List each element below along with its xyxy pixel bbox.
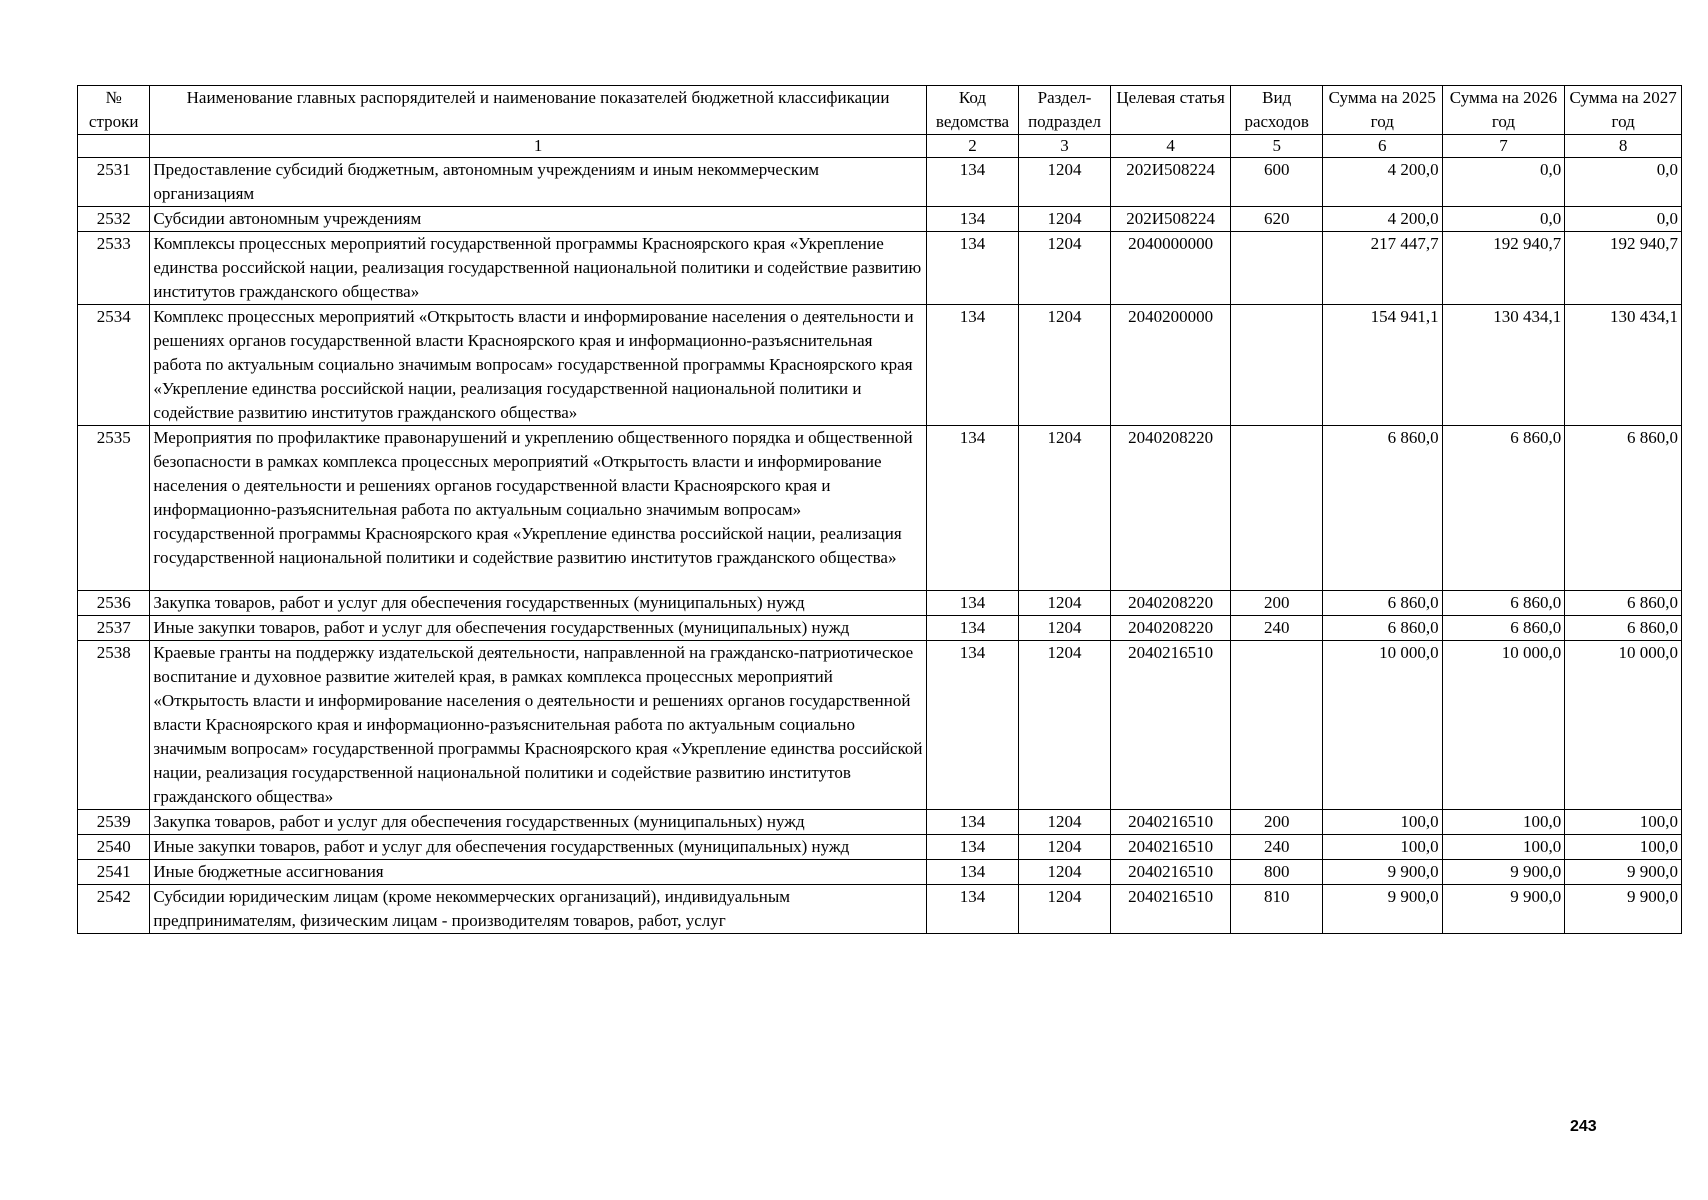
row-number: 2540 — [78, 835, 150, 860]
target-item: 2040000000 — [1110, 232, 1231, 305]
table-row — [78, 207, 1682, 232]
row-number: 2539 — [78, 810, 150, 835]
expense-type: 200 — [1231, 810, 1323, 835]
table-row — [78, 835, 1682, 860]
sum-2025: 6 860,0 — [1322, 591, 1442, 616]
sum-2025: 154 941,1 — [1322, 305, 1442, 426]
column-number: 1 — [150, 135, 926, 158]
sum-2026: 130 434,1 — [1442, 305, 1565, 426]
target-item: 2040208220 — [1110, 426, 1231, 591]
header-sum-2026: Сумма на 2026 год — [1442, 86, 1565, 135]
sum-2025: 100,0 — [1322, 810, 1442, 835]
expense-type: 240 — [1231, 616, 1323, 641]
expense-type: 800 — [1231, 860, 1323, 885]
row-name: Субсидии автономным учреждениям — [150, 207, 926, 232]
row-number: 2542 — [78, 885, 150, 934]
sum-2027: 100,0 — [1565, 810, 1682, 835]
target-item: 202И508224 — [1110, 158, 1231, 207]
column-number: 6 — [1322, 135, 1442, 158]
column-number-row — [78, 135, 1682, 158]
header-expense-type: Вид расходов — [1231, 86, 1323, 135]
expense-type: 600 — [1231, 158, 1323, 207]
sum-2025: 4 200,0 — [1322, 207, 1442, 232]
sum-2026: 6 860,0 — [1442, 591, 1565, 616]
sum-2026: 0,0 — [1442, 207, 1565, 232]
target-item: 202И508224 — [1110, 207, 1231, 232]
sum-2027: 10 000,0 — [1565, 641, 1682, 810]
header-row-number: № строки — [78, 86, 150, 135]
sum-2026: 192 940,7 — [1442, 232, 1565, 305]
table-body — [78, 158, 1682, 934]
table-row — [78, 305, 1682, 426]
sum-2027: 6 860,0 — [1565, 426, 1682, 591]
sum-2025: 4 200,0 — [1322, 158, 1442, 207]
section-code: 1204 — [1019, 158, 1111, 207]
target-item: 2040216510 — [1110, 860, 1231, 885]
department-code: 134 — [926, 835, 1019, 860]
sum-2027: 6 860,0 — [1565, 591, 1682, 616]
column-number: 3 — [1019, 135, 1111, 158]
table-row — [78, 426, 1682, 591]
section-code: 1204 — [1019, 305, 1111, 426]
section-code: 1204 — [1019, 591, 1111, 616]
section-code: 1204 — [1019, 207, 1111, 232]
header-row — [78, 86, 1682, 135]
target-item: 2040216510 — [1110, 835, 1231, 860]
row-name: Комплекс процессных мероприятий «Открытость власти и информирование населения о деятельности и решениях органов государственной власти Красноярского края и информационно-разъяснительная работа по актуальным социально значимым вопросам» государственной программы Красноярского края «Укрепление единства российской нации, реализация государственной национальной политики и содействие развитию институтов гражданского общества» — [150, 305, 926, 426]
header-section: Раздел-подраздел — [1019, 86, 1111, 135]
sum-2027: 6 860,0 — [1565, 616, 1682, 641]
column-number: 7 — [1442, 135, 1565, 158]
expense-type: 200 — [1231, 591, 1323, 616]
table-row — [78, 616, 1682, 641]
department-code: 134 — [926, 426, 1019, 591]
target-item: 2040208220 — [1110, 591, 1231, 616]
sum-2025: 9 900,0 — [1322, 860, 1442, 885]
department-code: 134 — [926, 860, 1019, 885]
department-code: 134 — [926, 810, 1019, 835]
section-code: 1204 — [1019, 641, 1111, 810]
table-row — [78, 591, 1682, 616]
sum-2027: 192 940,7 — [1565, 232, 1682, 305]
sum-2027: 9 900,0 — [1565, 885, 1682, 934]
sum-2025: 100,0 — [1322, 835, 1442, 860]
sum-2027: 100,0 — [1565, 835, 1682, 860]
section-code: 1204 — [1019, 860, 1111, 885]
row-number: 2531 — [78, 158, 150, 207]
department-code: 134 — [926, 207, 1019, 232]
header-sum-2027: Сумма на 2027 год — [1565, 86, 1682, 135]
row-number: 2534 — [78, 305, 150, 426]
department-code: 134 — [926, 885, 1019, 934]
expense-type: 810 — [1231, 885, 1323, 934]
sum-2026: 9 900,0 — [1442, 885, 1565, 934]
row-number: 2536 — [78, 591, 150, 616]
row-name: Иные закупки товаров, работ и услуг для обеспечения государственных (муниципальных) нужд — [150, 835, 926, 860]
column-number: 4 — [1110, 135, 1231, 158]
header-name: Наименование главных распорядителей и наименование показателей бюджетной классификации — [150, 86, 926, 135]
sum-2027: 0,0 — [1565, 158, 1682, 207]
table-row — [78, 232, 1682, 305]
sum-2026: 10 000,0 — [1442, 641, 1565, 810]
department-code: 134 — [926, 591, 1019, 616]
page-number: 243 — [1570, 1118, 1597, 1135]
table-row — [78, 885, 1682, 934]
row-number: 2535 — [78, 426, 150, 591]
sum-2025: 6 860,0 — [1322, 616, 1442, 641]
row-name: Субсидии юридическим лицам (кроме некоммерческих организаций), индивидуальным предпринимателям, физическим лицам - производителям товаров, работ, услуг — [150, 885, 926, 934]
table-row — [78, 641, 1682, 810]
row-name: Мероприятия по профилактике правонарушений и укреплению общественного порядка и общественной безопасности в рамках комплекса процессных мероприятий «Открытость власти и информирование населения о деятельности и решениях органов государственной власти Красноярского края и информационно-разъяснительная работа по актуальным социально значимым вопросам» государственной программы Красноярского края «Укрепление единства российской нации, реализация государственной национальной политики и содействие развитию институтов гражданского общества» — [150, 426, 926, 591]
section-code: 1204 — [1019, 616, 1111, 641]
department-code: 134 — [926, 232, 1019, 305]
section-code: 1204 — [1019, 426, 1111, 591]
target-item: 2040208220 — [1110, 616, 1231, 641]
department-code: 134 — [926, 158, 1019, 207]
row-name: Иные закупки товаров, работ и услуг для обеспечения государственных (муниципальных) нужд — [150, 616, 926, 641]
header-department-code: Код ведомства — [926, 86, 1019, 135]
department-code: 134 — [926, 616, 1019, 641]
expense-type — [1231, 641, 1323, 810]
expense-type — [1231, 426, 1323, 591]
table-row — [78, 810, 1682, 835]
row-number: 2541 — [78, 860, 150, 885]
target-item: 2040216510 — [1110, 885, 1231, 934]
header-sum-2025: Сумма на 2025 год — [1322, 86, 1442, 135]
sum-2027: 0,0 — [1565, 207, 1682, 232]
sum-2027: 9 900,0 — [1565, 860, 1682, 885]
row-name: Закупка товаров, работ и услуг для обеспечения государственных (муниципальных) нужд — [150, 810, 926, 835]
row-name: Предоставление субсидий бюджетным, автономным учреждениям и иным некоммерческим организациям — [150, 158, 926, 207]
sum-2026: 9 900,0 — [1442, 860, 1565, 885]
column-number: 2 — [926, 135, 1019, 158]
sum-2026: 0,0 — [1442, 158, 1565, 207]
department-code: 134 — [926, 305, 1019, 426]
expense-type — [1231, 232, 1323, 305]
row-number: 2538 — [78, 641, 150, 810]
target-item: 2040216510 — [1110, 641, 1231, 810]
row-name: Комплексы процессных мероприятий государственной программы Красноярского края «Укрепление единства российской нации, реализация государственной национальной политики и содействие развитию институтов гражданского общества» — [150, 232, 926, 305]
sum-2027: 130 434,1 — [1565, 305, 1682, 426]
row-number: 2537 — [78, 616, 150, 641]
target-item: 2040200000 — [1110, 305, 1231, 426]
column-number: 5 — [1231, 135, 1323, 158]
header-target-item: Целевая статья — [1110, 86, 1231, 135]
section-code: 1204 — [1019, 835, 1111, 860]
sum-2026: 100,0 — [1442, 810, 1565, 835]
table-row — [78, 860, 1682, 885]
row-name: Иные бюджетные ассигнования — [150, 860, 926, 885]
column-number — [78, 135, 150, 158]
expense-type: 240 — [1231, 835, 1323, 860]
row-name: Закупка товаров, работ и услуг для обеспечения государственных (муниципальных) нужд — [150, 591, 926, 616]
table-row — [78, 158, 1682, 207]
row-number: 2533 — [78, 232, 150, 305]
sum-2025: 10 000,0 — [1322, 641, 1442, 810]
column-number: 8 — [1565, 135, 1682, 158]
row-number: 2532 — [78, 207, 150, 232]
sum-2026: 100,0 — [1442, 835, 1565, 860]
target-item: 2040216510 — [1110, 810, 1231, 835]
expense-type: 620 — [1231, 207, 1323, 232]
sum-2025: 217 447,7 — [1322, 232, 1442, 305]
row-name: Краевые гранты на поддержку издательской деятельности, направленной на гражданско-патриотическое воспитание и духовное развитие жителей края, в рамках комплекса процессных мероприятий «Открытость власти и информирование населения о деятельности и решениях органов государственной власти Красноярского края и информационно-разъяснительная работа по актуальным социально значимым вопросам» государственной программы Красноярского края «Укрепление единства российской нации, реализация государственной национальной политики и содействие развитию институтов гражданского общества» — [150, 641, 926, 810]
section-code: 1204 — [1019, 885, 1111, 934]
department-code: 134 — [926, 641, 1019, 810]
expense-type — [1231, 305, 1323, 426]
sum-2025: 9 900,0 — [1322, 885, 1442, 934]
section-code: 1204 — [1019, 232, 1111, 305]
sum-2025: 6 860,0 — [1322, 426, 1442, 591]
sum-2026: 6 860,0 — [1442, 616, 1565, 641]
section-code: 1204 — [1019, 810, 1111, 835]
budget-table — [77, 85, 1682, 934]
sum-2026: 6 860,0 — [1442, 426, 1565, 591]
